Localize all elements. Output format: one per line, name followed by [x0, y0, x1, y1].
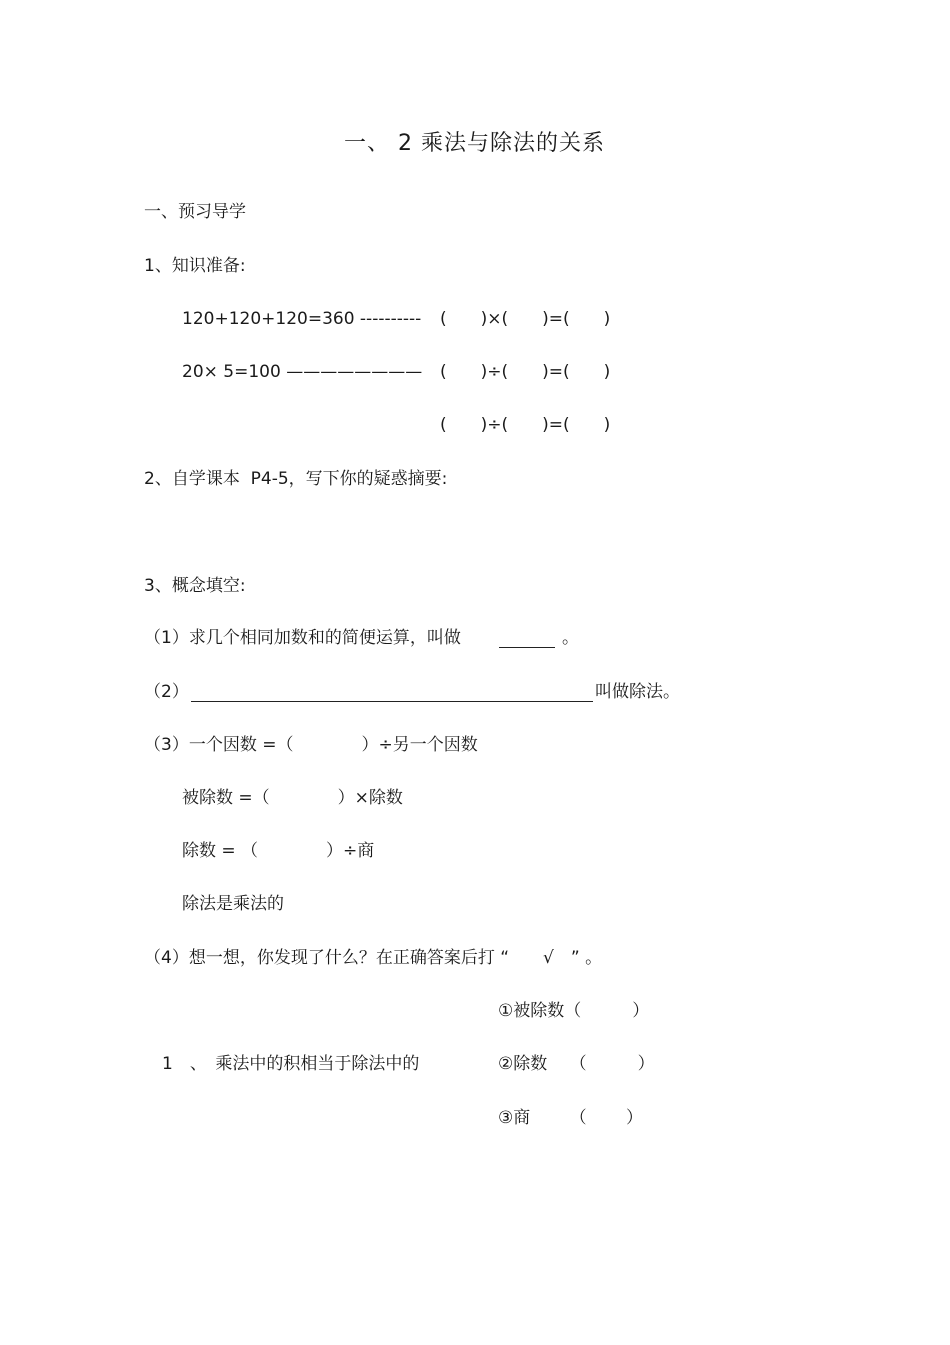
question-1-text: （1）求几个相同加数和的简便运算，叫做	[144, 628, 461, 648]
option-divisor[interactable]: ②除数 （ ）	[498, 1054, 655, 1074]
question-3-line-4: 除法是乘法的	[182, 894, 284, 914]
question-2-blank[interactable]	[191, 701, 593, 702]
option-quotient[interactable]: ③商 （ ）	[498, 1108, 644, 1128]
equation-multiplication: 20× 5=100 ————————	[182, 362, 423, 382]
page-title: 一、 2 乘法与除法的关系	[344, 131, 605, 156]
equation-addition: 120+120+120=360 ----------	[182, 309, 422, 329]
section-heading: 一、预习导学	[144, 202, 246, 222]
question-4-text: （4）想一想，你发现了什么？在正确答案后打 “ √ ” 。	[144, 948, 603, 968]
question-1-end: 。	[562, 628, 579, 648]
item3-label: 3、概念填空:	[144, 576, 246, 596]
blank-division-1: ( )÷( )=( )	[440, 362, 611, 382]
item1-label: 1、知识准备:	[144, 256, 246, 276]
blank-multiplication: ( )×( )=( )	[440, 309, 611, 329]
item2-label: 2、自学课本 P4-5，写下你的疑惑摘要:	[144, 469, 448, 489]
question-3-line-3: 除数 = （ ）÷商	[182, 841, 375, 861]
option-dividend[interactable]: ①被除数（ ）	[498, 1001, 650, 1021]
blank-division-2: ( )÷( )=( )	[440, 415, 611, 435]
question-4-prompt: 1 、 乘法中的积相当于除法中的	[162, 1054, 420, 1074]
question-1-blank[interactable]	[499, 647, 555, 648]
question-3-line-2: 被除数 =（ ）×除数	[182, 788, 403, 808]
question-2-suffix: 叫做除法。	[595, 682, 680, 702]
question-3-line-1: （3）一个因数 =（ ）÷另一个因数	[144, 735, 478, 755]
question-2-prefix: （2）	[144, 682, 189, 702]
